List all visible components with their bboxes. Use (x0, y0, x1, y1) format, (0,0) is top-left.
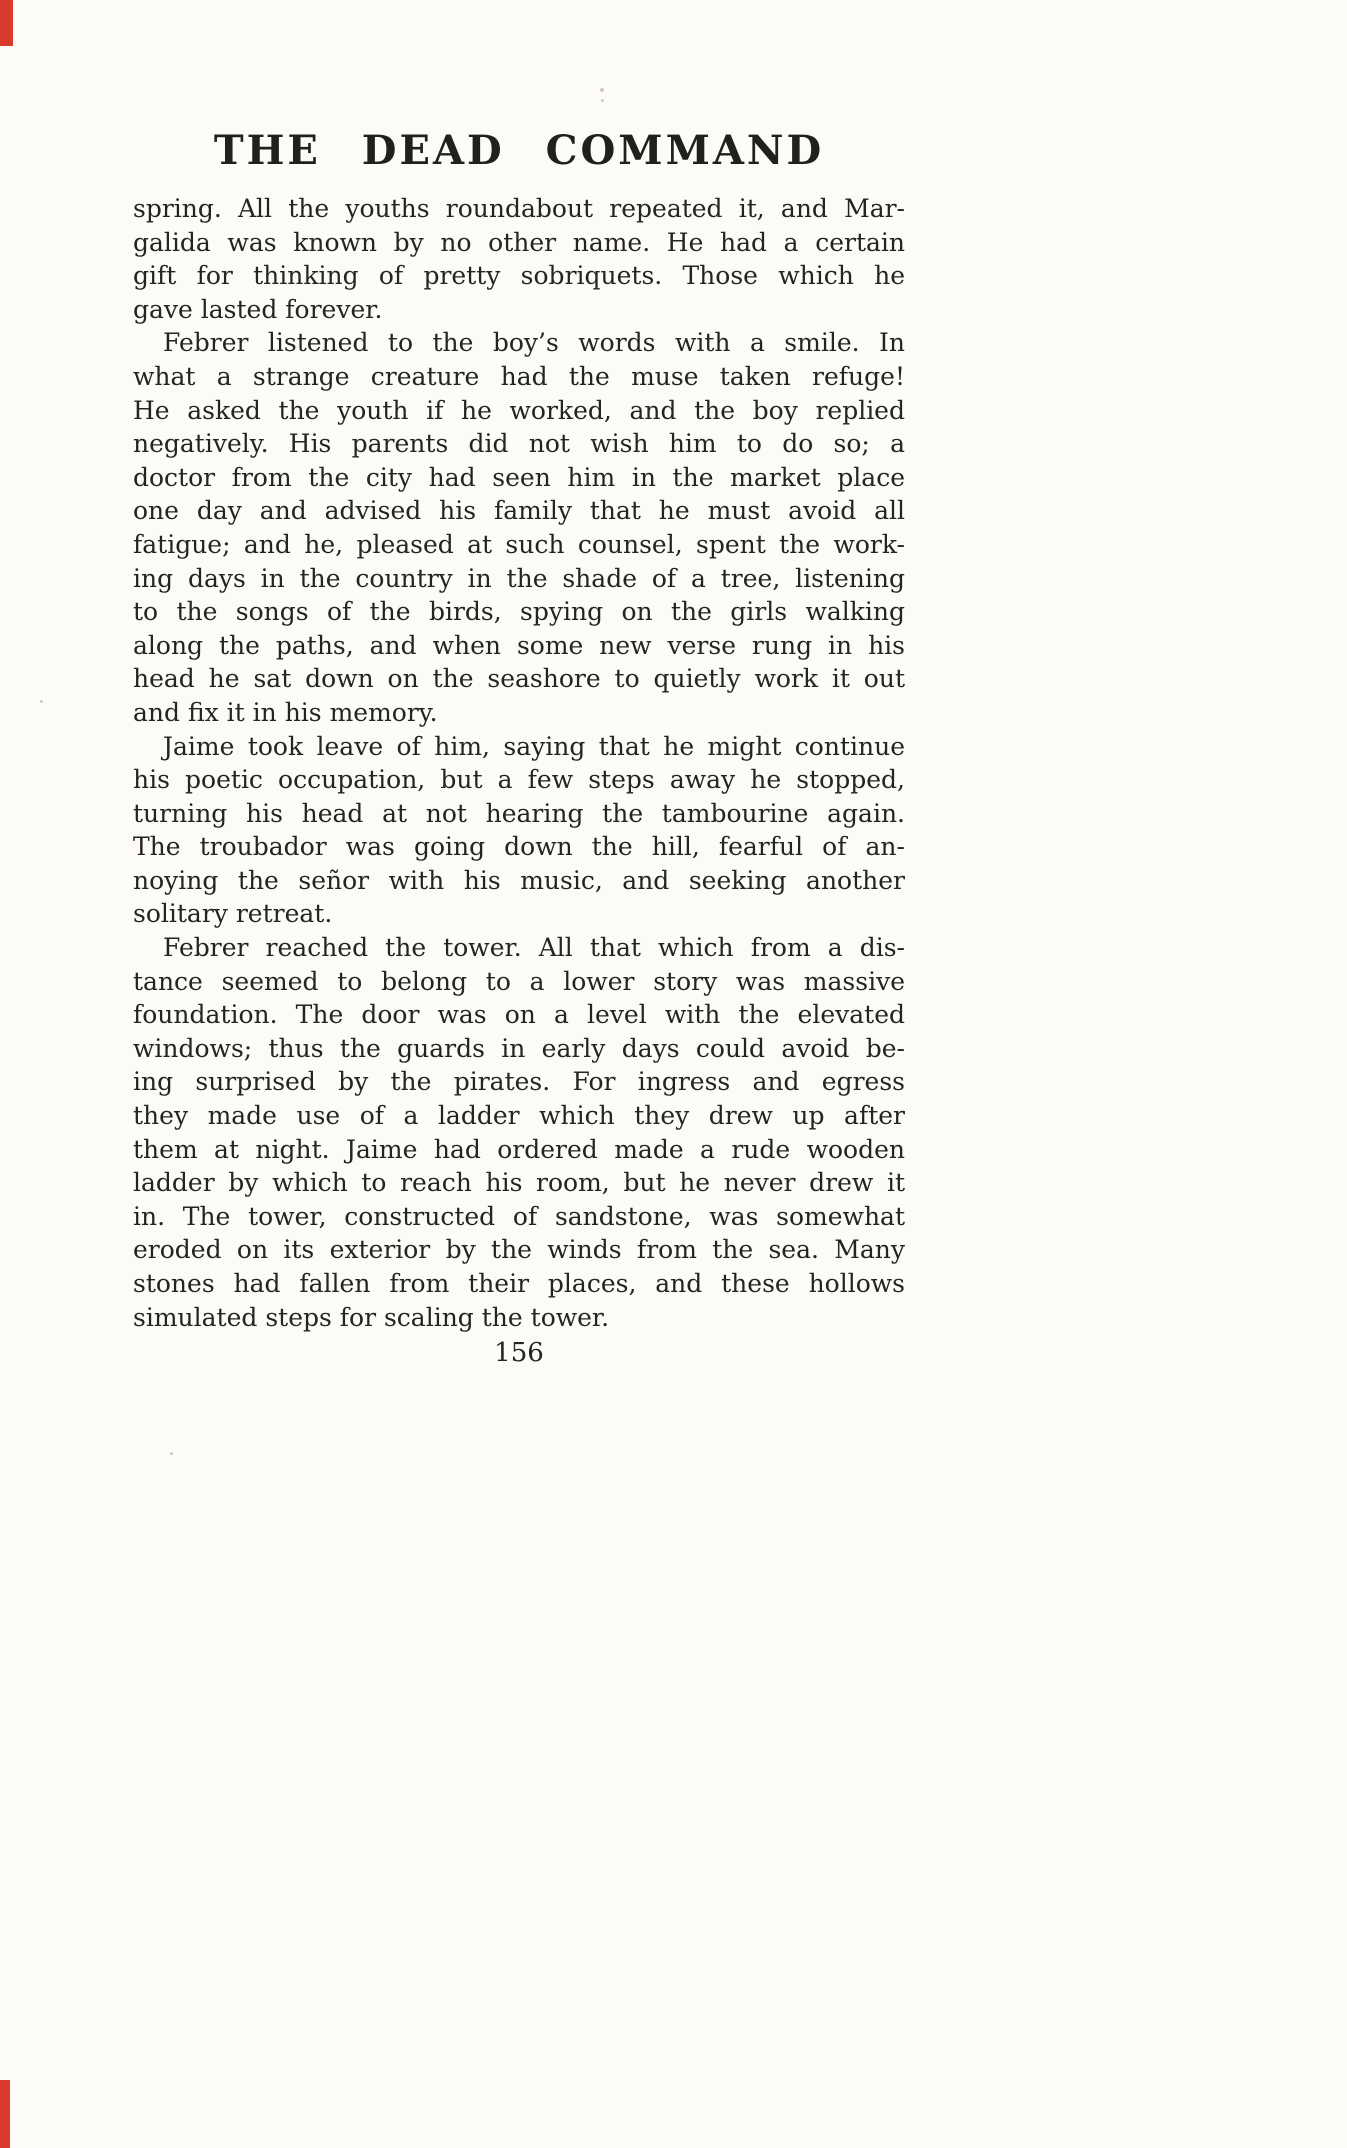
text-line: and fix it in his memory. (133, 697, 438, 727)
text-line: head he sat down on the seashore to quietly work it out (133, 664, 905, 694)
text-line: turning his head at not hearing the tambourine again. (133, 798, 905, 828)
text-line: foundation. The door was on a level with the elevated (133, 1000, 905, 1030)
text-line: stones had fallen from their places, and these hollows (133, 1269, 905, 1298)
text-block (133, 192, 905, 1334)
text-line: gave lasted forever. (133, 294, 383, 324)
page-number: 156 (494, 1338, 544, 1369)
text-line: noying the señor with his music, and seeking another (133, 865, 905, 895)
text-line: ing days in the country in the shade of a tree, listening (133, 563, 905, 593)
red-scan-artifact-bottom (0, 2080, 10, 2148)
text-line: tance seemed to belong to a lower story was massive (133, 966, 905, 996)
text-line: simulated steps for scaling the tower. (133, 1302, 610, 1332)
text-line: ladder by which to reach his room, but he never drew it (133, 1168, 905, 1198)
paragraph (133, 931, 905, 1334)
scan-speckle (600, 88, 604, 92)
text-line: Jaime took leave of him, saying that he might continue (163, 731, 905, 761)
text-line: what a strange creature had the muse taken refuge! (133, 361, 905, 391)
text-line: eroded on its exterior by the winds from the sea. Many (133, 1235, 905, 1265)
red-scan-artifact-top (0, 0, 13, 46)
text-line: gift for thinking of pretty sobriquets. Those which he (133, 261, 905, 291)
text-line: spring. All the youths roundabout repeated it, and Mar- (133, 194, 905, 223)
text-line: Febrer reached the tower. All that which from a dis- (163, 933, 905, 963)
text-line: ing surprised by the pirates. For ingress and egress (133, 1067, 905, 1097)
scan-speckle (40, 700, 43, 703)
text-line: one day and advised his family that he must avoid all (133, 496, 905, 526)
scan-speckle (601, 99, 604, 102)
scan-speckle (170, 1452, 173, 1455)
paragraph (133, 730, 905, 932)
text-line: they made use of a ladder which they drew up after (133, 1101, 905, 1131)
page-title: THE DEAD COMMAND (213, 127, 825, 174)
text-line: windows; thus the guards in early days could avoid be- (133, 1033, 905, 1063)
page-content (133, 127, 905, 1370)
text-line: fatigue; and he, pleased at such counsel, spent the work- (133, 529, 905, 559)
text-line: Febrer listened to the boy’s words with a smile. In (163, 328, 905, 358)
text-line: his poetic occupation, but a few steps away he stopped, (133, 765, 905, 795)
paragraph (133, 326, 905, 729)
paragraph (133, 192, 905, 326)
text-line: to the songs of the birds, spying on the girls walking (133, 597, 905, 627)
text-line: solitary retreat. (133, 899, 333, 929)
text-line: them at night. Jaime had ordered made a rude wooden (133, 1134, 905, 1164)
text-line: negatively. His parents did not wish him to do so; a (133, 429, 905, 459)
text-line: The troubador was going down the hill, fearful of an- (133, 832, 905, 862)
text-line: galida was known by no other name. He had a certain (133, 227, 905, 257)
text-line: He asked the youth if he worked, and the boy replied (133, 395, 905, 425)
text-line: doctor from the city had seen him in the market place (133, 462, 905, 492)
text-line: along the paths, and when some new verse rung in his (133, 630, 905, 660)
text-line: in. The tower, constructed of sandstone, was somewhat (133, 1201, 905, 1231)
